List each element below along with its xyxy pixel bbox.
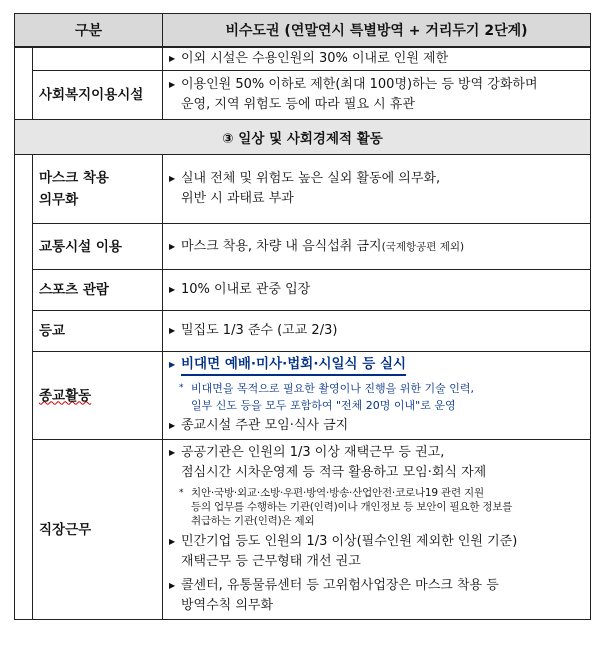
religion-highlight: 비대면 예배·미사·법회·시일식 등 실시 bbox=[181, 355, 406, 376]
capacity-limit-text: 이외 시설은 수용인원의 30% 이내로 인원 제한 bbox=[181, 51, 449, 66]
mask-line1: 실내 전체 및 위험도 높은 실외 활동에 의무화, bbox=[181, 171, 441, 186]
row-label-mask-2: 의무화 bbox=[39, 192, 79, 208]
work-line1: 공공기관은 인원의 1/3 이상 재택근무 등 권고, bbox=[181, 445, 445, 460]
header-policy: 비수도권 (연말연시 특별방역 + 거리두기 2단계) bbox=[163, 14, 591, 48]
triangle-right-icon: ▶ bbox=[169, 54, 176, 63]
religion-text: 종교시설 주관 모임·식사 금지 bbox=[181, 418, 349, 433]
school-text: 밀집도 1/3 준수 (고교 2/3) bbox=[181, 323, 338, 338]
work-line4: 재택근무 등 근무형태 개선 권고 bbox=[181, 554, 361, 569]
asterisk-icon: * bbox=[179, 488, 184, 498]
table-header-row bbox=[15, 14, 591, 48]
work-note2: 등의 업무를 수행하는 기관(인력)이나 개인정보 등 보안이 필요한 정보를 bbox=[191, 501, 513, 513]
section-row bbox=[15, 120, 591, 155]
triangle-right-icon: ▶ bbox=[169, 326, 176, 335]
indent-cell bbox=[15, 47, 33, 120]
table-row bbox=[15, 352, 591, 440]
social-welfare-line2: 운영, 지역 위험도 등에 따라 필요 시 휴관 bbox=[181, 97, 415, 112]
religion-note2: 일부 신도 등을 모두 포함하여 "전체 20명 이내"로 운영 bbox=[191, 399, 456, 412]
table-row bbox=[15, 155, 591, 224]
mask-line2: 위반 시 과태료 부과 bbox=[181, 191, 294, 206]
work-line6: 방역수칙 의무화 bbox=[181, 598, 274, 613]
row-label-mask: 마스크 착용 bbox=[39, 170, 109, 186]
section-title: ③ 일상 및 사회경제적 활동 bbox=[15, 120, 591, 155]
triangle-right-icon: ▶ bbox=[169, 581, 176, 590]
table-row bbox=[15, 224, 591, 270]
triangle-right-icon: ▶ bbox=[169, 448, 176, 457]
row-label-work: 직장근무 bbox=[33, 440, 163, 620]
triangle-right-icon: ▶ bbox=[169, 241, 176, 251]
row-label-social-welfare: 사회복지이용시설 bbox=[33, 71, 163, 120]
header-category: 구분 bbox=[15, 14, 163, 48]
table-row bbox=[15, 47, 591, 71]
row-label-sports: 스포츠 관람 bbox=[33, 270, 163, 311]
row-label-religion: 종교활동 bbox=[39, 387, 92, 404]
table-row bbox=[15, 311, 591, 352]
work-note1: 치안·국방·외교·소방·우편·방역·방송·산업안전·코로나19 관련 지원 bbox=[191, 487, 484, 499]
triangle-right-icon: ▶ bbox=[169, 174, 176, 183]
row-label-empty bbox=[33, 47, 163, 71]
triangle-right-icon: ▶ bbox=[169, 80, 176, 89]
triangle-right-icon: ▶ bbox=[169, 285, 176, 294]
transport-text: 마스크 착용, 차량 내 음식섭취 금지 bbox=[181, 238, 382, 254]
religion-note1: 비대면을 목적으로 필요한 촬영이나 진행을 위한 기술 인력, bbox=[191, 382, 474, 395]
asterisk-icon: * bbox=[179, 383, 184, 393]
work-line2: 점심시간 시차운영제 등 적극 활용하고 모임·회식 자제 bbox=[181, 465, 487, 480]
row-label-school: 등교 bbox=[33, 311, 163, 352]
policy-table bbox=[14, 13, 591, 620]
work-note3: 취급하는 기관(인력)은 제외 bbox=[191, 515, 315, 527]
transport-exception: (국제항공편 제외) bbox=[381, 240, 465, 253]
table-row bbox=[15, 440, 591, 620]
indent-cell bbox=[15, 155, 33, 620]
work-line3: 민간기업 등도 인원의 1/3 이상(필수인원 제외한 인원 기준) bbox=[181, 534, 518, 549]
table-row bbox=[15, 71, 591, 120]
triangle-right-icon: ▶ bbox=[169, 421, 176, 430]
triangle-right-icon: ▶ bbox=[169, 537, 176, 546]
row-label-transport: 교통시설 이용 bbox=[33, 224, 163, 270]
table-row bbox=[15, 270, 591, 311]
sports-text: 10% 이내로 관중 입장 bbox=[181, 282, 311, 297]
social-welfare-line1: 이용인원 50% 이하로 제한(최대 100명)하는 등 방역 강화하며 bbox=[181, 77, 538, 92]
work-line5: 콜센터, 유통물류센터 등 고위험사업장은 마스크 착용 등 bbox=[181, 578, 499, 593]
triangle-right-icon: ▶ bbox=[169, 360, 176, 369]
